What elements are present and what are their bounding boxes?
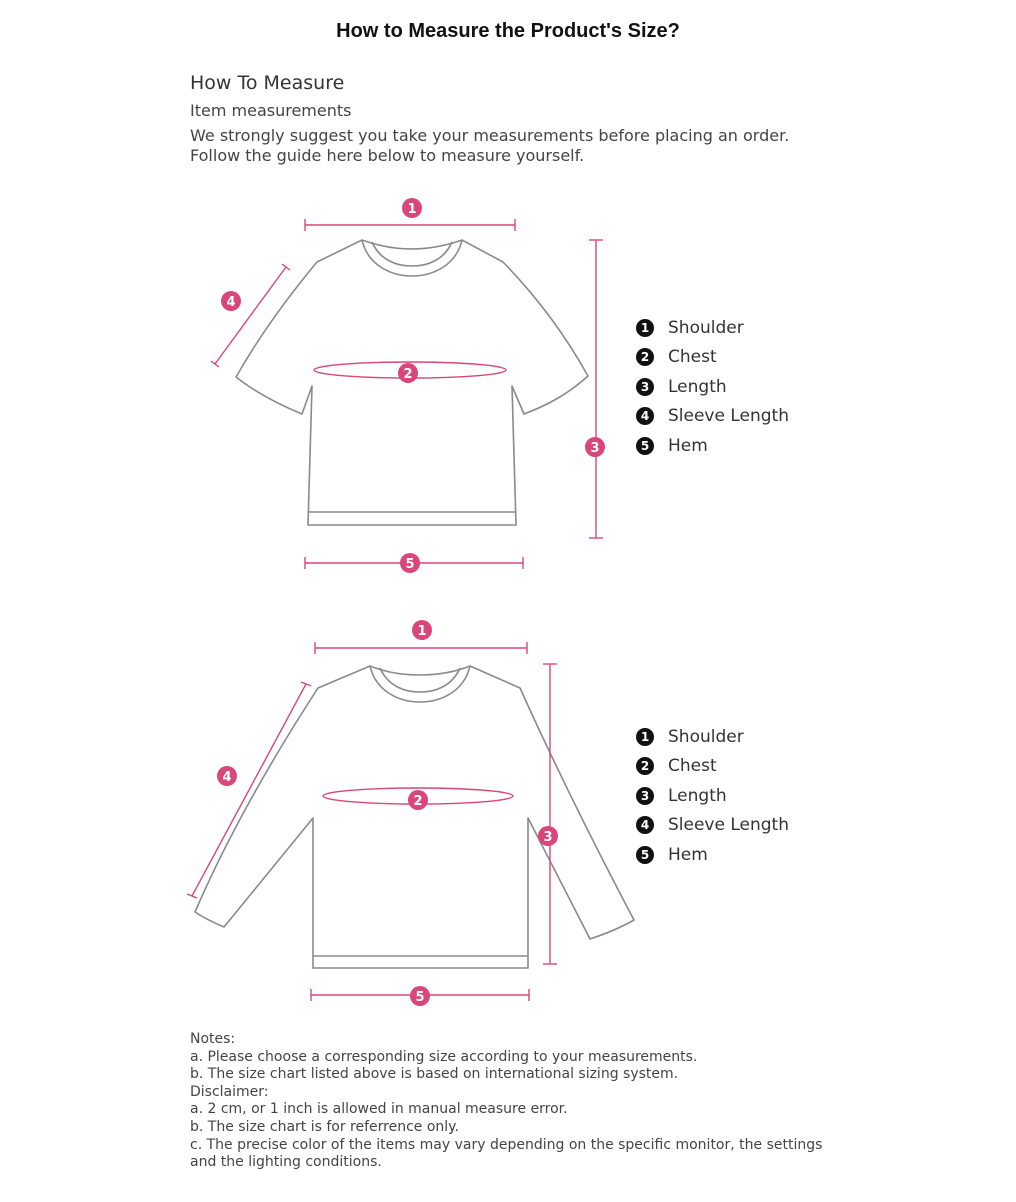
short-sleeve-diagram xyxy=(0,180,1016,590)
legend-item: 4 Sleeve Length xyxy=(636,811,789,841)
legend-item: 1 Shoulder xyxy=(636,313,789,343)
legend-item: 5 Hem xyxy=(636,840,789,870)
measurement-legend xyxy=(636,313,789,461)
measurement-legend xyxy=(636,722,789,870)
intro-text xyxy=(190,126,789,166)
longsleeve-outline xyxy=(195,666,634,968)
legend-item: 3 Length xyxy=(636,372,789,402)
intro-line: Follow the guide here below to measure yourself. xyxy=(190,146,585,165)
marker-2-label: 2 xyxy=(413,794,423,809)
notes-title: Notes: xyxy=(190,1031,236,1047)
note-item: b. The size chart listed above is based on international sizing system. xyxy=(190,1066,679,1083)
disclaimer-item: a. 2 cm, or 1 inch is allowed in manual measure error. xyxy=(190,1101,568,1118)
sleeve-length-line xyxy=(192,684,306,896)
short-sleeve-figure xyxy=(0,180,1016,590)
legend-item: 3 Length xyxy=(636,781,789,811)
page-title: How to Measure the Product's Size? xyxy=(336,20,680,42)
longsleeve-collar-inner xyxy=(380,668,460,692)
disclaimer-item: c. The precise color of the items may vary depending on the specific monitor, the settings and the lighting conditions. xyxy=(190,1136,823,1171)
legend-item: 4 Sleeve Length xyxy=(636,402,789,432)
marker-5-label: 5 xyxy=(415,990,425,1005)
marker-3-label: 3 xyxy=(590,441,600,456)
marker-1-label: 1 xyxy=(407,202,417,217)
tshirt-outline xyxy=(236,240,588,525)
section-subheading: Item measurements xyxy=(190,101,352,120)
long-sleeve-diagram xyxy=(0,600,1016,1020)
marker-1-label: 1 xyxy=(417,624,427,639)
marker-4-label: 4 xyxy=(226,295,236,310)
marker-4-label: 4 xyxy=(222,770,232,785)
section-heading: How To Measure xyxy=(190,72,345,94)
marker-2-label: 2 xyxy=(403,367,413,382)
disclaimer-item: b. The size chart is for referrence only. xyxy=(190,1118,459,1135)
marker-5-label: 5 xyxy=(405,557,415,572)
note-item: a. Please choose a corresponding size according to your measurements. xyxy=(190,1048,698,1065)
legend-item: 5 Hem xyxy=(636,431,789,461)
intro-line: We strongly suggest you take your measurements before placing an order. xyxy=(190,126,790,145)
notes-section xyxy=(190,1031,850,1172)
legend-item: 1 Shoulder xyxy=(636,722,789,752)
marker-3-label: 3 xyxy=(543,830,553,845)
legend-item: 2 Chest xyxy=(636,343,789,373)
legend-item: 2 Chest xyxy=(636,752,789,782)
long-sleeve-figure xyxy=(0,600,1016,1020)
disclaimer-title: Disclaimer: xyxy=(190,1083,269,1100)
